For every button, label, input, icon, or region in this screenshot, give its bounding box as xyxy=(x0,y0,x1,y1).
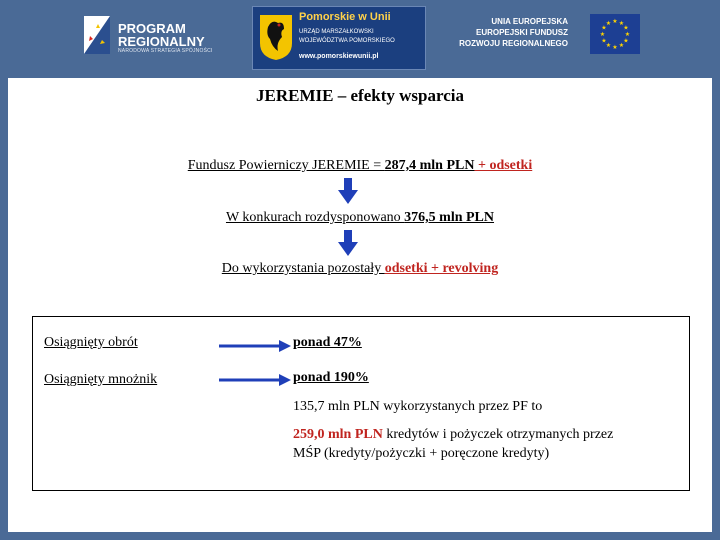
fund-text: Fundusz Powierniczy JEREMIE = xyxy=(187,158,385,173)
distributed-value: 376,5 mln PLN xyxy=(404,210,495,225)
down-arrow-icon xyxy=(338,178,358,204)
eu-fund-logo xyxy=(460,10,640,60)
svg-text:★: ★ xyxy=(618,42,625,50)
program-regionalny-logo xyxy=(80,14,230,60)
pomorskie-w-unii-logo xyxy=(252,6,426,70)
credits-text: kredytów i pożyczek otrzymanych przez xyxy=(382,427,614,442)
pomorskie-url: www.pomorskiewunii.pl xyxy=(299,53,379,60)
flow-line-remaining xyxy=(0,261,720,277)
eu-fund-text: UNIA EUROPEJSKA EUROPEJSKI FUNDUSZ ROZWOJU REGIONALNEGO xyxy=(459,17,568,48)
program-regionalny-subtitle: NARODOWA STRATEGIA SPÓJNOŚCI xyxy=(118,48,213,54)
svg-text:★: ★ xyxy=(623,24,629,32)
eu-flag-icon xyxy=(590,14,640,54)
multiplier-value: ponad 190% xyxy=(293,370,369,385)
remaining-text: Do wykorzystania pozostały xyxy=(221,261,385,276)
note-sme: MŚP (kredyty/pożyczki + poręczone kredyty) xyxy=(293,446,550,461)
results-box xyxy=(32,316,690,491)
right-arrow-icon xyxy=(219,339,291,353)
svg-text:★: ★ xyxy=(605,19,612,27)
svg-text:★: ★ xyxy=(605,42,612,50)
svg-text:★: ★ xyxy=(618,19,625,27)
svg-text:★: ★ xyxy=(599,31,606,38)
fund-value: 287,4 mln PLN xyxy=(384,158,475,173)
credits-value: 259,0 mln PLN xyxy=(293,427,383,442)
svg-text:★: ★ xyxy=(623,37,629,45)
frame-right xyxy=(712,78,720,540)
program-regionalny-emblem-icon xyxy=(80,14,116,58)
turnover-value: ponad 47% xyxy=(293,335,362,350)
program-regionalny-text: PROGRAM REGIONALNY xyxy=(118,21,205,49)
header-banner xyxy=(0,0,720,78)
svg-text:★: ★ xyxy=(624,31,631,38)
multiplier-label: Osiągnięty mnożnik xyxy=(44,372,158,387)
svg-text:★: ★ xyxy=(612,44,618,51)
slide-title: JEREMIE – efekty wsparcia xyxy=(256,86,464,105)
note-credits xyxy=(293,427,613,443)
frame-left xyxy=(0,78,8,540)
frame-bottom xyxy=(0,532,720,540)
griffin-crest-icon xyxy=(258,13,294,61)
right-arrow-icon xyxy=(219,373,291,387)
svg-text:★: ★ xyxy=(612,18,618,25)
svg-text:★: ★ xyxy=(601,37,607,45)
down-arrow-icon xyxy=(338,230,358,256)
pomorskie-line2: WOJEWÓDZTWA POMORSKIEGO xyxy=(299,38,395,44)
pomorskie-line1: URZĄD MARSZAŁKOWSKI xyxy=(299,29,374,35)
fund-interest: + odsetki xyxy=(474,158,533,173)
svg-text:★: ★ xyxy=(601,24,607,32)
flow-line-distributed xyxy=(0,210,720,226)
distributed-text: W konkurach rozdysponowano xyxy=(225,210,405,225)
turnover-label: Osiągnięty obrót xyxy=(44,335,138,350)
flow-line-fund xyxy=(0,158,720,174)
note-used-amount: 135,7 mln PLN wykorzystanych przez PF to xyxy=(293,399,543,414)
pomorskie-title: Pomorskie w Unii xyxy=(299,11,391,23)
remaining-value: odsetki + revolving xyxy=(384,261,499,276)
